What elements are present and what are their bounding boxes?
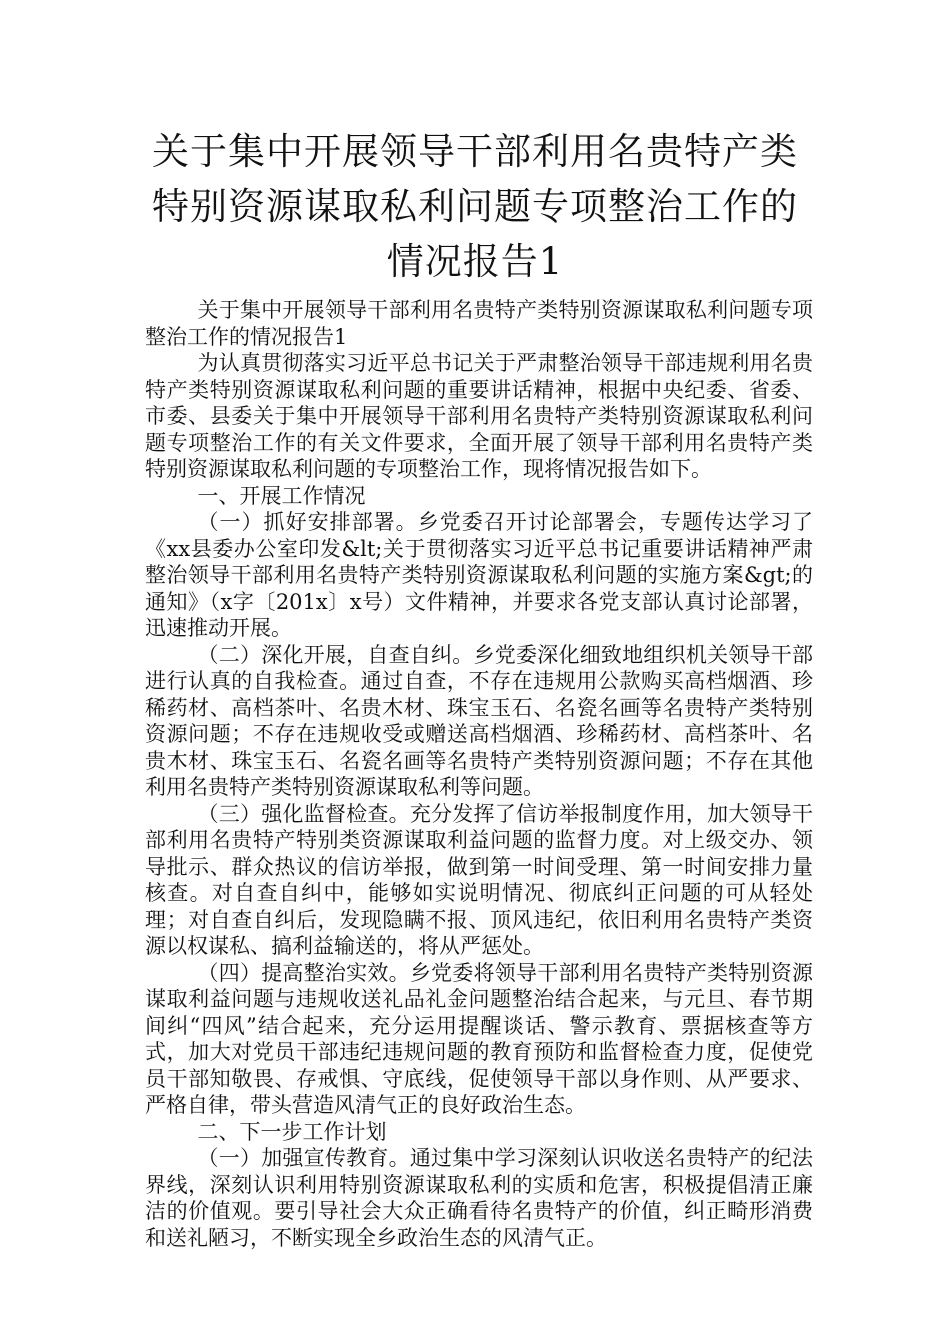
section-heading-2: 二、下一步工作计划 xyxy=(197,1119,387,1144)
paragraph-intro: 为认真贯彻落实习近平总书记关于严肃整治领导干部违规利用名贵特产类特别资源谋取私利问题的重要讲话精神，根据中央纪委、省委、市委、县委关于集中开展领导干部利用名贵特产类特别资源谋取私利问题专项整治工作的有关文件要求，全面开展了领导干部利用名贵特产类特别资源谋取私利问题的专项整治工作，现将情况报告如下。 xyxy=(145,351,813,481)
paragraph-plan-1: （一）加强宣传教育。通过集中学习深刻认识收送名贵特产的纪法界线，深刻认识利用特别资源谋取私利的实质和危害，积极提倡清正廉洁的价值观。要引导社会大众正确看待名贵特产的价值，纠正畸形消费和送礼陋习，不断实现全乡政治生态的风清气正。 xyxy=(145,1146,813,1250)
paragraph-item-4: （四）提高整治实效。乡党委将领导干部利用名贵特产类特别资源谋取利益问题与违规收送礼品礼金问题整治结合起来，与元旦、春节期间纠“四风”结合起来，充分运用提醒谈话、警示教育、票据核查等方式，加大对党员干部违纪违规问题的教育预防和监督检查力度，促使党员干部知敬畏、存戒惧、守底线，促使领导干部以身作则、从严要求、严格自律，带头营造风清气正的良好政治生态。 xyxy=(145,960,813,1117)
paragraph-subtitle: 关于集中开展领导干部利用名贵特产类特别资源谋取私利问题专项整治工作的情况报告1 xyxy=(145,298,813,349)
document-title: 关于集中开展领导干部利用名贵特产类特别资源谋取私利问题专项整治工作的情况报告1 xyxy=(152,130,798,283)
section-heading-1: 一、开展工作情况 xyxy=(197,483,366,508)
paragraph-item-2: （二）深化开展，自查自纠。乡党委深化细致地组织机关领导干部进行认真的自我检查。通过自查，不存在违规用公款购买高档烟酒、珍稀药材、高档茶叶、名贵木材、珠宝玉石、名瓷名画等名贵特产类特别资源问题；不存在违规收受或赠送高档烟酒、珍稀药材、高档茶叶、名贵木材、珠宝玉石、名瓷名画等名贵特产类特别资源问题；不存在其他利用名贵特产类特别资源谋取私利等问题。 xyxy=(145,642,813,799)
document-body xyxy=(145,297,813,1251)
paragraph-item-3: （三）强化监督检查。充分发挥了信访举报制度作用，加大领导干部利用名贵特产特别类资源谋取利益问题的监督力度。对上级交办、领导批示、群众热议的信访举报，做到第一时间受理、第一时间安排力量核查。对自查自纠中，能够如实说明情况、彻底纠正问题的可从轻处理；对自查自纠后，发现隐瞒不报、顶风违纪，依旧利用名贵特产类资源以权谋私、搞利益输送的，将从严惩处。 xyxy=(145,801,813,958)
paragraph-item-1: （一）抓好安排部署。乡党委召开讨论部署会，专题传达学习了《xx县委办公室印发&lt;关于贯彻落实习近平总书记重要讲话精神严肃整治领导干部利用名贵特产类特别资源谋取私利问题的实施方案&gt;的通知》（x字〔201x〕x号）文件精神，并要求各党支部认真讨论部署，迅速推动开展。 xyxy=(145,510,813,640)
